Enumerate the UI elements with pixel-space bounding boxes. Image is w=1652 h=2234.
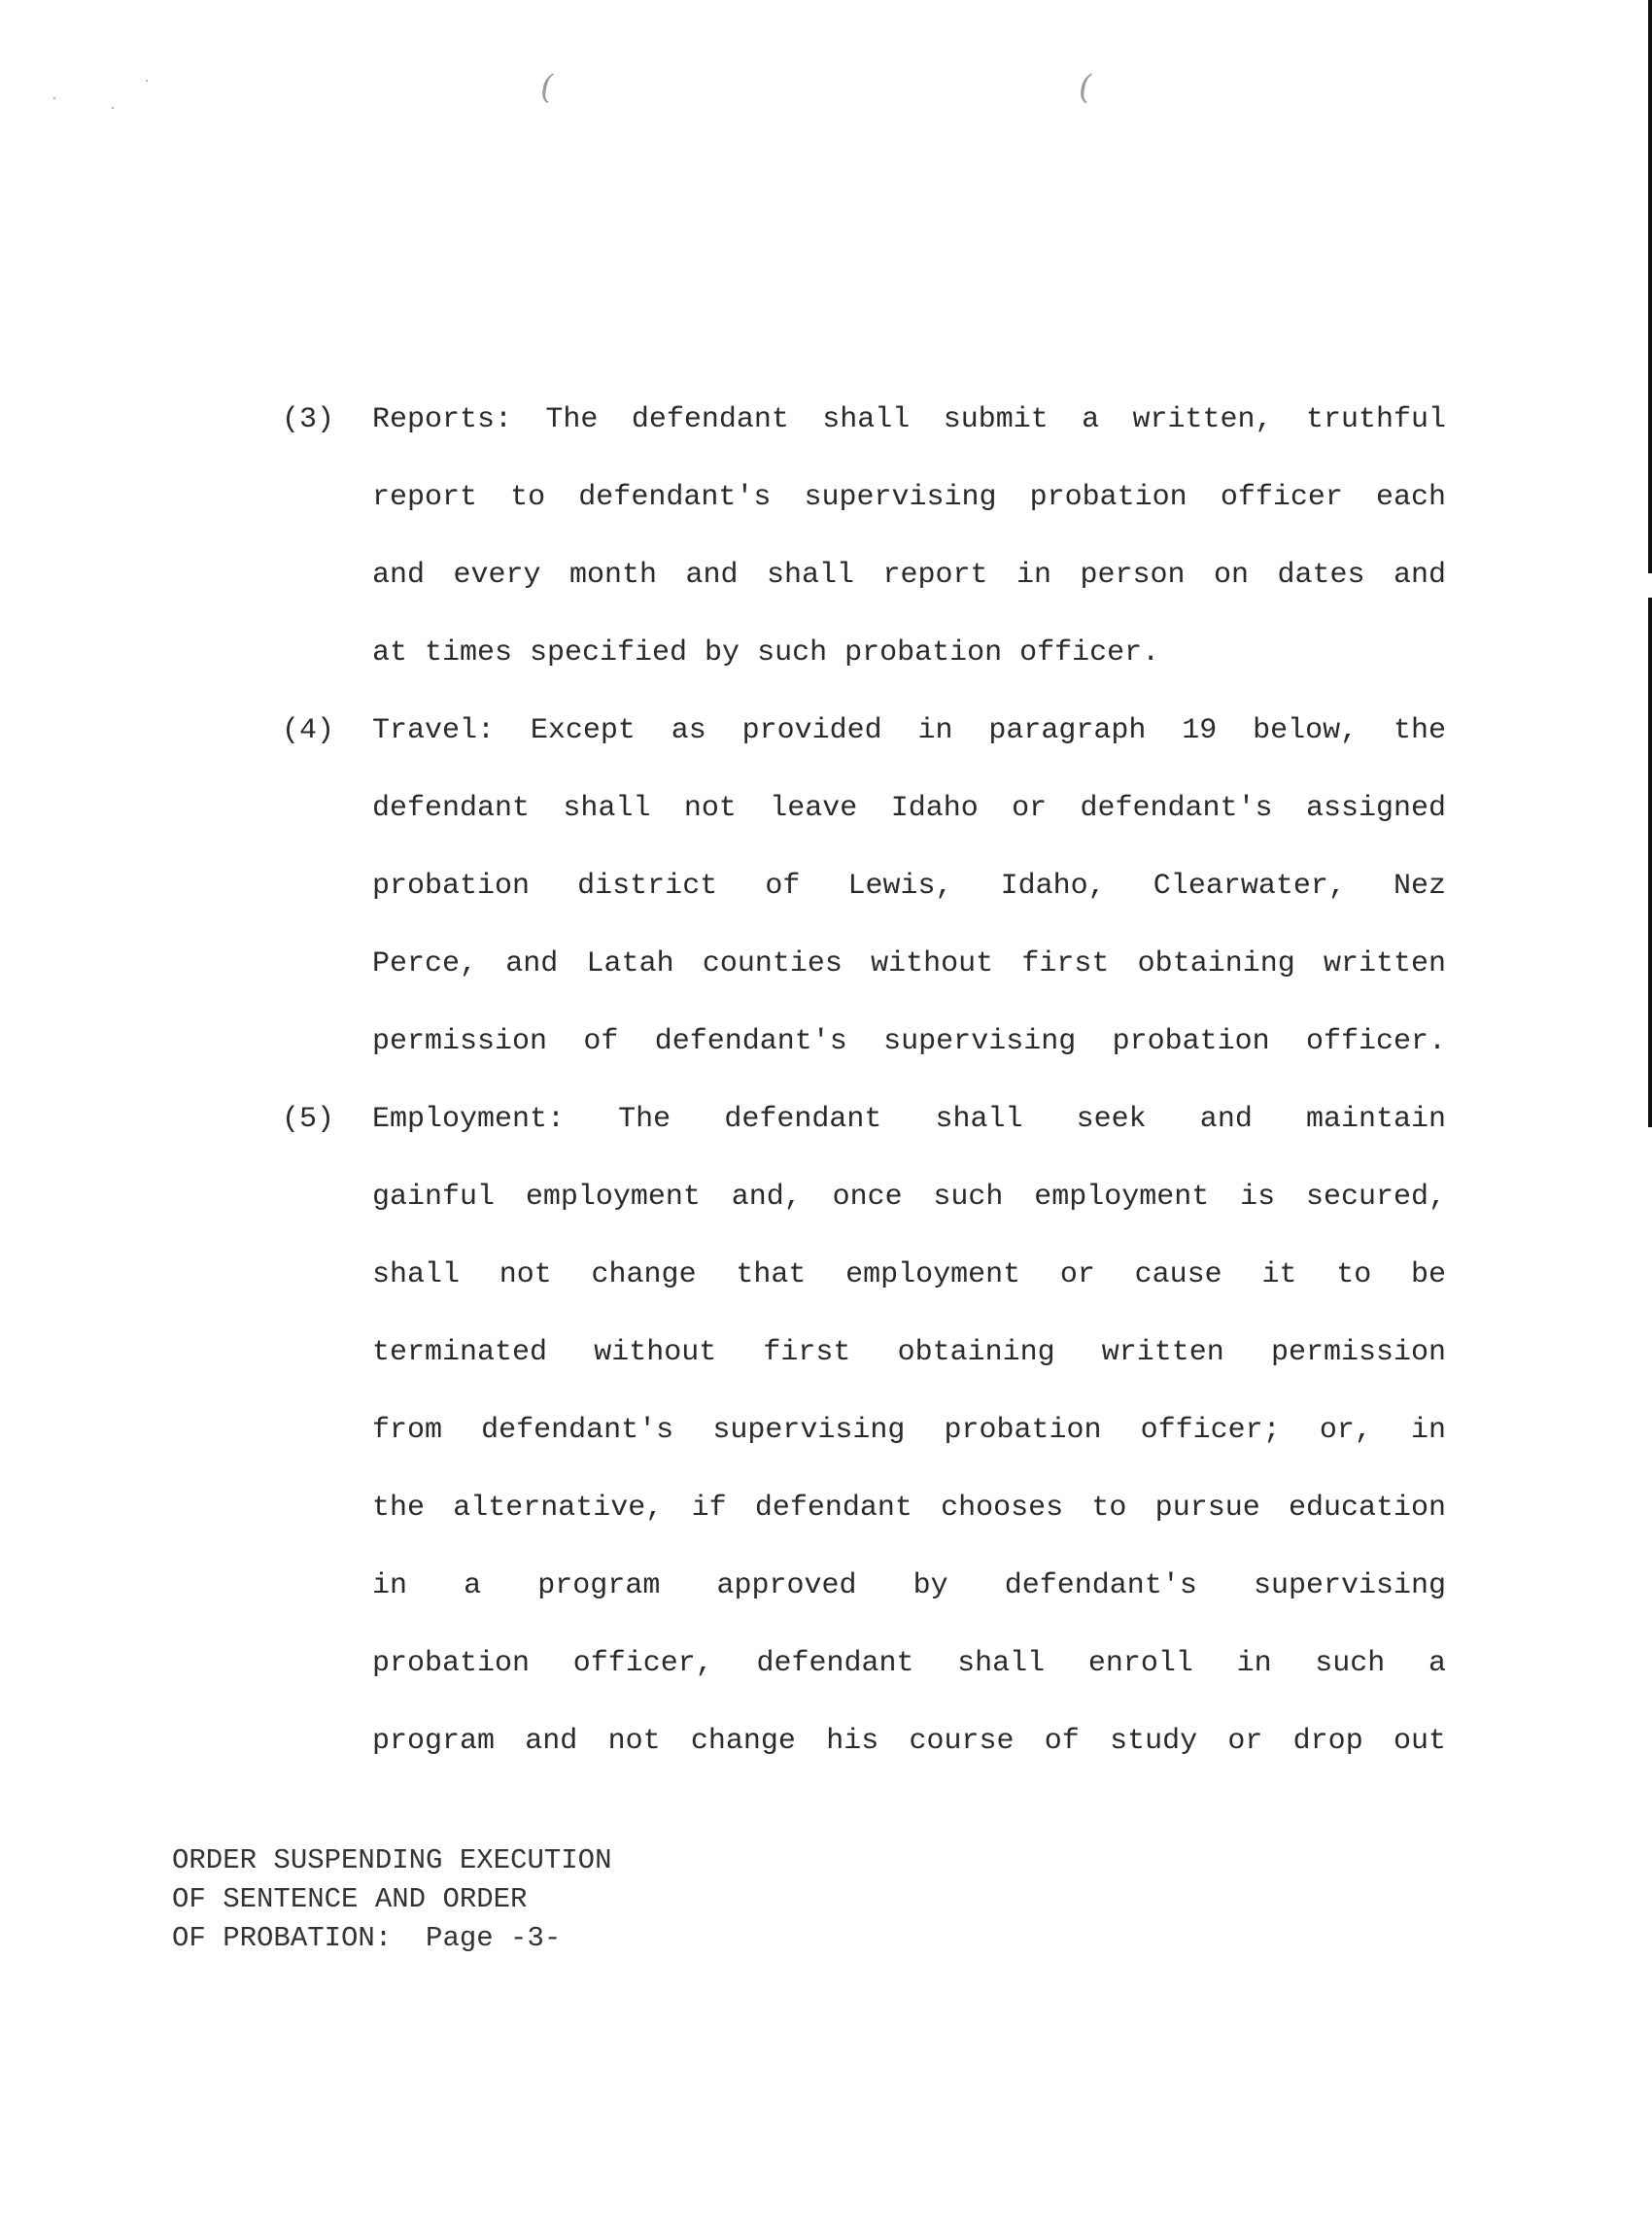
footer-line: ORDER SUSPENDING EXECUTION xyxy=(172,1844,612,1876)
paragraph-number: (4) xyxy=(282,714,335,747)
paragraph-line: defendant shall not leave Idaho or defendant's assigned xyxy=(372,792,1446,825)
paragraph-number: (5) xyxy=(282,1103,335,1136)
paragraph-line: Employment: The defendant shall seek and maintain xyxy=(372,1103,1446,1136)
paragraph-line: report to defendant's supervising probation officer each xyxy=(372,481,1446,514)
paragraph-line: permission of defendant's supervising probation officer. xyxy=(372,1025,1446,1058)
paragraph-line: in a program approved by defendant's supervising xyxy=(372,1569,1446,1602)
scan-edge-bar xyxy=(1648,598,1652,1127)
paragraph-line: at times specified by such probation officer. xyxy=(372,636,1160,670)
scan-mark-right: ( xyxy=(1079,68,1092,107)
paragraph-line: gainful employment and, once such employment is secured, xyxy=(372,1181,1446,1214)
paragraph-line: probation district of Lewis, Idaho, Clearwater, Nez xyxy=(372,870,1446,903)
paragraph-line: Reports: The defendant shall submit a written, truthful xyxy=(372,403,1446,436)
scan-dot xyxy=(146,80,148,82)
paragraph-line: from defendant's supervising probation officer; or, in xyxy=(372,1414,1446,1447)
paragraph-line: terminated without first obtaining written permission xyxy=(372,1336,1446,1369)
paragraph-number: (3) xyxy=(282,403,335,436)
scan-edge-bar xyxy=(1648,0,1652,573)
footer-line: OF PROBATION: Page -3- xyxy=(172,1922,562,1954)
paragraph-line: probation officer, defendant shall enroll in such a xyxy=(372,1647,1446,1680)
paragraph-line: and every month and shall report in person on dates and xyxy=(372,559,1446,592)
scan-dot xyxy=(112,107,114,109)
paragraph-line: program and not change his course of study or drop out xyxy=(372,1725,1446,1758)
scan-mark-left: ( xyxy=(540,68,554,107)
document-footer xyxy=(172,1841,611,1958)
paragraph-line: the alternative, if defendant chooses to pursue education xyxy=(372,1492,1446,1525)
paragraph-line: shall not change that employment or cause it to be xyxy=(372,1258,1446,1291)
footer-line: OF SENTENCE AND ORDER xyxy=(172,1883,528,1915)
paragraph-line: Perce, and Latah counties without first obtaining written xyxy=(372,947,1446,980)
scan-dot xyxy=(53,97,55,99)
paragraph-line: Travel: Except as provided in paragraph 19 below, the xyxy=(372,714,1446,747)
